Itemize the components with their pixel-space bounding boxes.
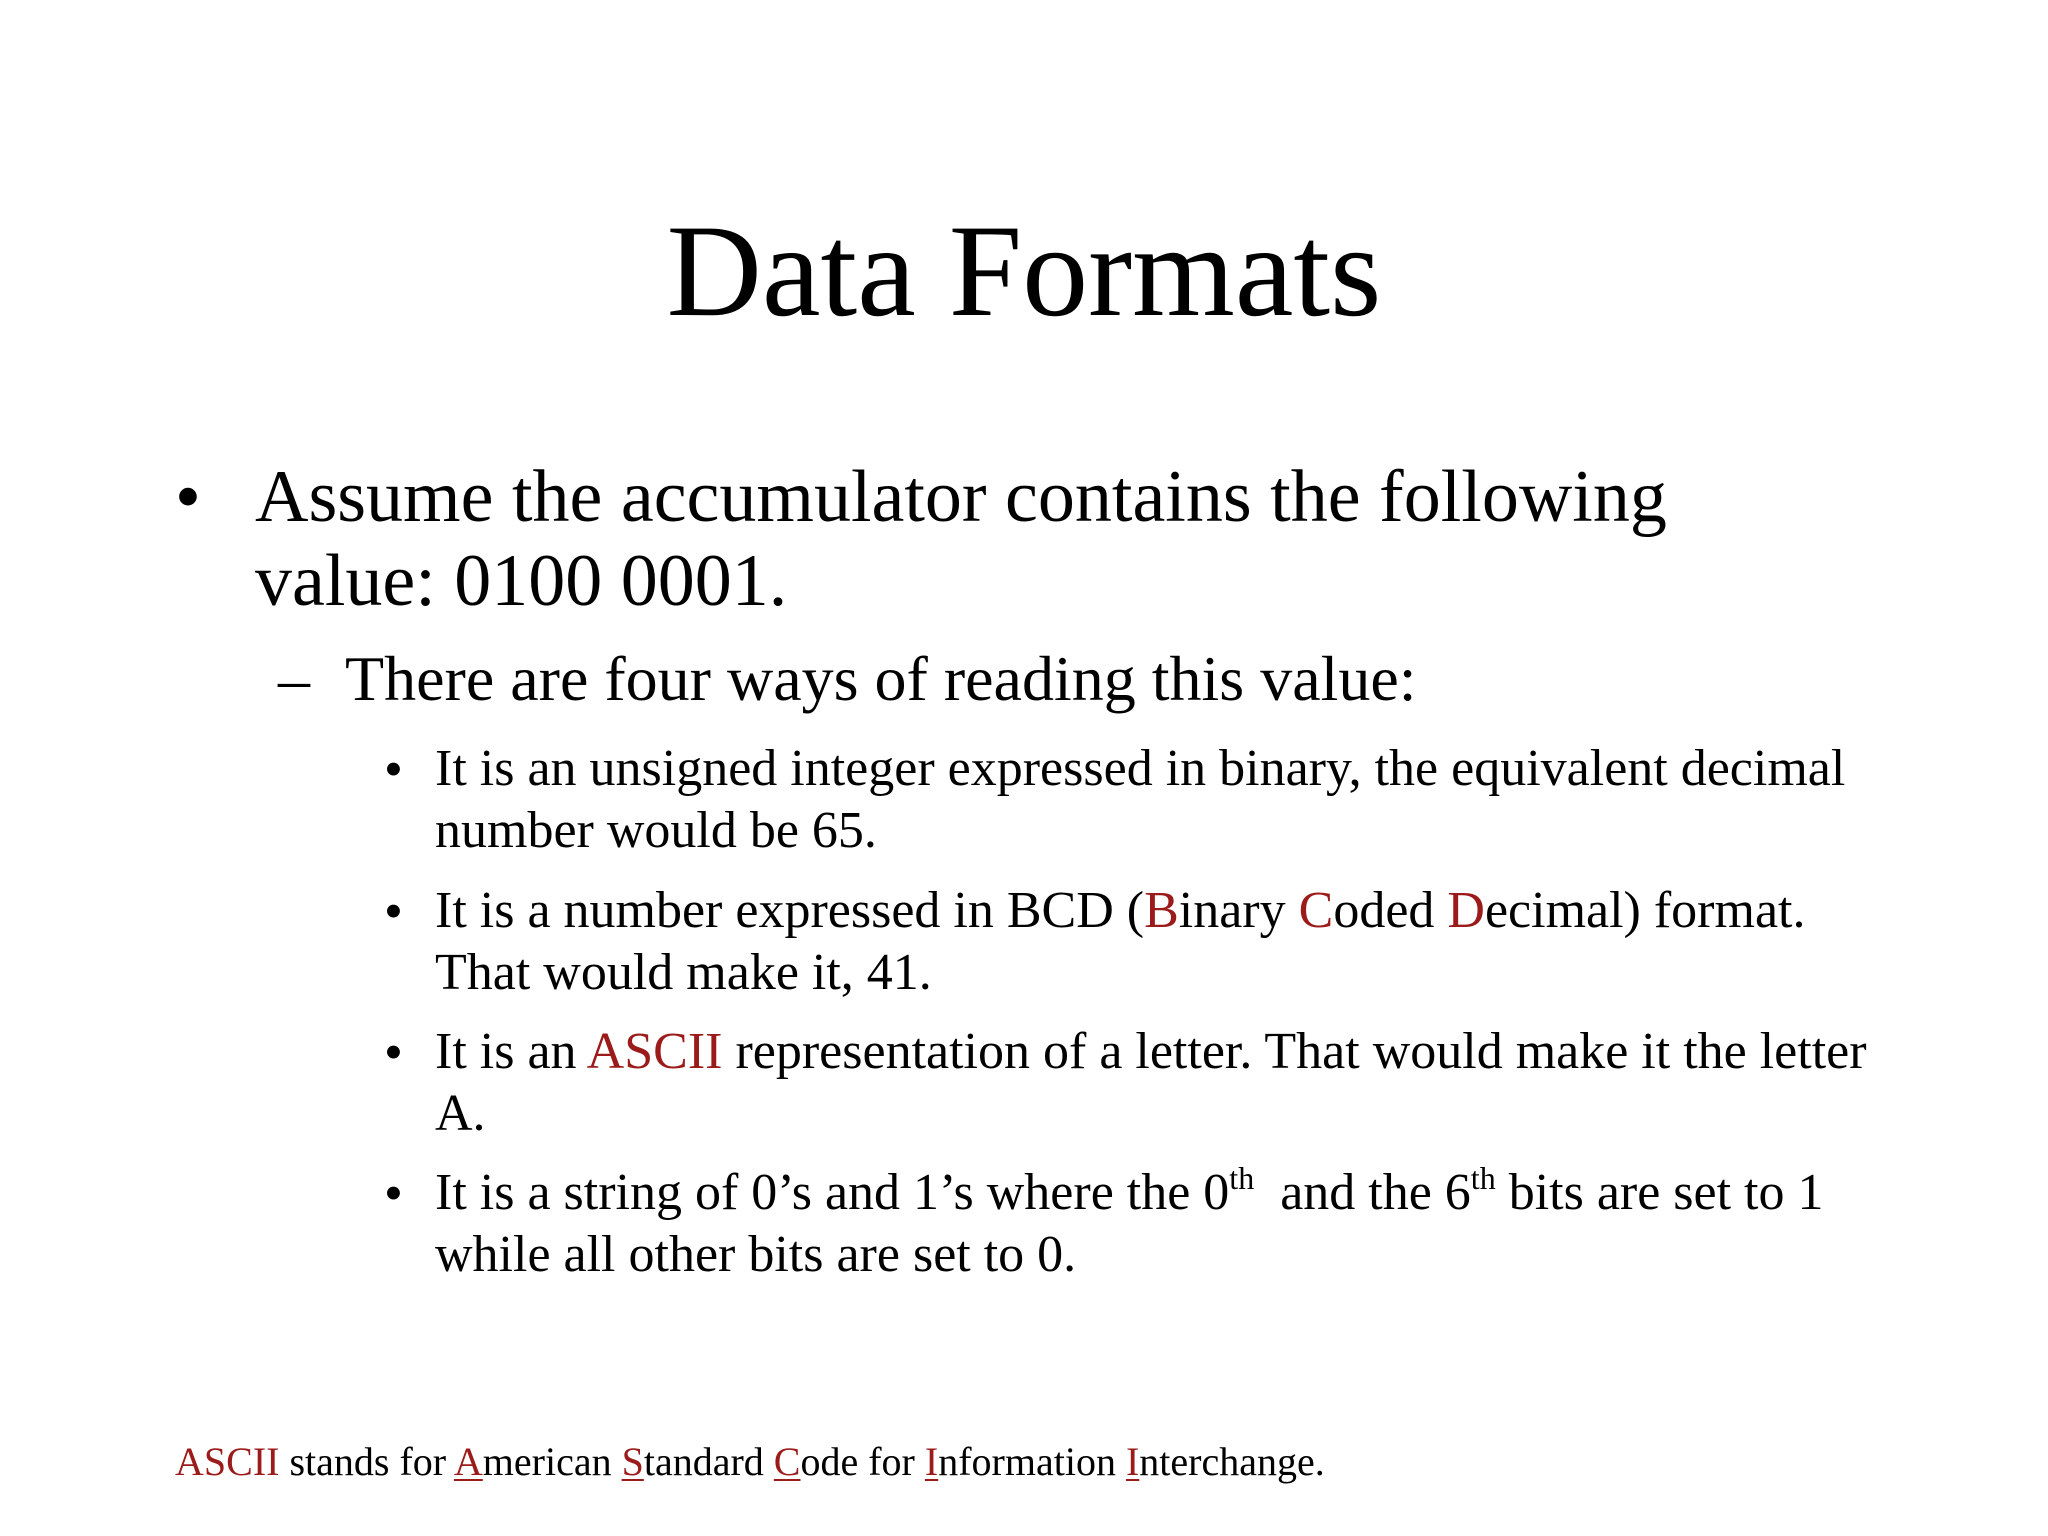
item-ascii-text-start: It is an — [435, 1023, 587, 1080]
bullet-marker: • — [175, 456, 201, 538]
item-bcd-text-start: It is a number expressed in BCD ( — [435, 882, 1145, 939]
bcd-letter-c: C — [1298, 882, 1334, 939]
ascii-highlight: ASCII — [586, 1023, 723, 1080]
footnote-word-ode-for: ode for — [800, 1439, 925, 1484]
footnote-letter-s: S — [621, 1439, 644, 1484]
sub-bullet-text: There are four ways of reading this value: — [345, 643, 1417, 714]
footnote-word-nformation: nformation — [938, 1439, 1126, 1484]
dash-marker: – — [278, 643, 310, 714]
item-bits-text-mid: and the 6 — [1254, 1164, 1471, 1221]
item-bullet-marker: • — [384, 1022, 403, 1082]
main-bullet-text: Assume the accumulator contains the following value: 0100 0001. — [255, 456, 1667, 622]
item-bcd — [435, 880, 1905, 1004]
footnote-letter-c: C — [773, 1439, 801, 1484]
bcd-word-oded: oded — [1333, 882, 1448, 939]
superscript-th: th — [1470, 1160, 1496, 1196]
item-bullet-marker: • — [384, 739, 403, 799]
item-unsigned-integer: It is an unsigned integer expressed in binary, the equivalent decimal number would be 65. — [435, 740, 1846, 859]
item-ascii-text-end: representation of a letter. That would make it the letter A. — [435, 1023, 1867, 1142]
item-bits-text-start: It is a string of 0’s and 1’s where the 0 — [435, 1164, 1230, 1221]
bcd-letter-b: B — [1144, 882, 1179, 939]
item-bit-string — [435, 1162, 1905, 1286]
superscript-th: th — [1229, 1160, 1255, 1196]
footnote-ascii: ASCII — [175, 1439, 280, 1484]
item-ascii — [435, 1021, 1905, 1145]
footnote — [175, 1438, 1325, 1486]
footnote-word-nterchange: nterchange. — [1139, 1439, 1325, 1484]
bcd-word-inary: inary — [1178, 882, 1299, 939]
footnote-letter-i1: I — [924, 1439, 939, 1484]
footnote-word-tandard: tandard — [643, 1439, 774, 1484]
item-bullet-marker: • — [384, 1163, 403, 1223]
slide-title: Data Formats — [666, 197, 1382, 344]
footnote-stands-for: stands for — [279, 1439, 454, 1484]
item-bits-text-end: bits are set to 1 while all other bits are set to 0. — [435, 1164, 1824, 1283]
item-bullet-marker: • — [384, 881, 403, 941]
bcd-letter-d: D — [1447, 882, 1485, 939]
footnote-letter-i2: I — [1125, 1439, 1140, 1484]
item-bcd-text-end: ecimal) format. That would make it, 41. — [435, 882, 1806, 1001]
footnote-letter-a: A — [453, 1439, 483, 1484]
footnote-word-merican: merican — [482, 1439, 622, 1484]
